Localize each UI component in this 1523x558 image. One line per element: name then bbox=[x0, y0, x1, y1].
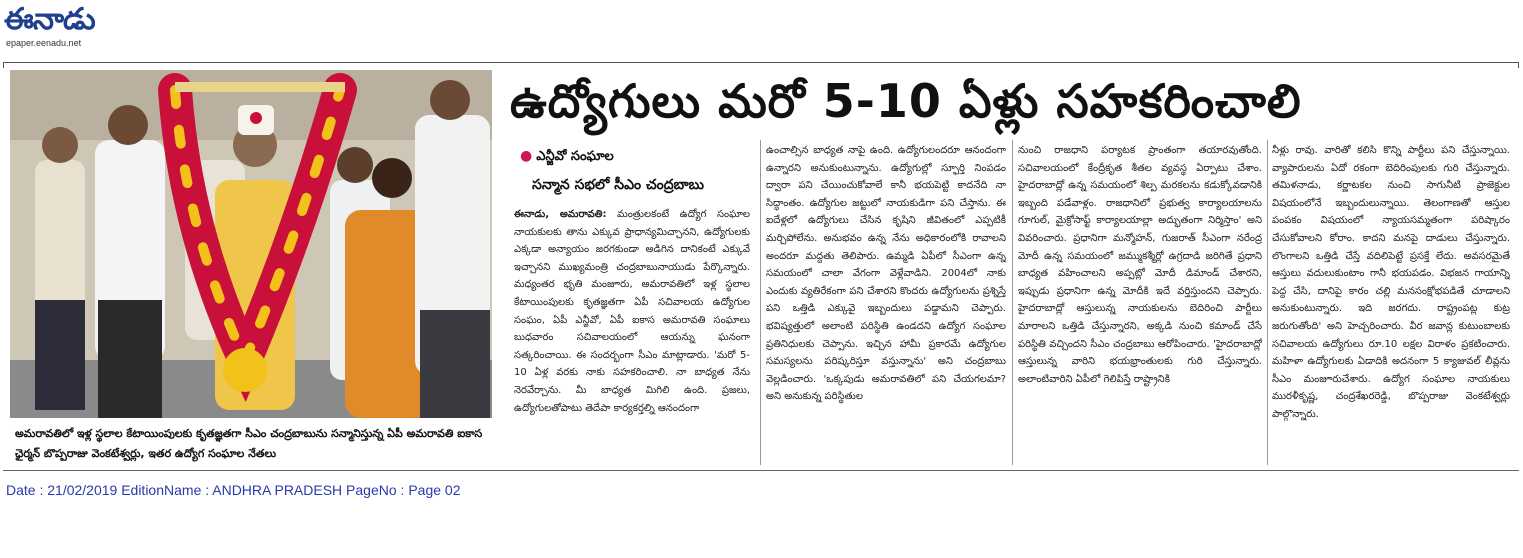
article-photo bbox=[10, 70, 492, 418]
photo-caption: అమరావతిలో ఇళ్ల స్థలాల కేటాయింపులకు కృతజ్ఞతగా సీఎం చంద్రబాబును సన్మానిస్తున్న ఏపీ అమరావతి ఐకాస ఛైర్మన్ బొప్పరాజు వెంకటేశ్వర్లు, ఇతర ఉద్యోగ సంఘాల నేతలు bbox=[15, 427, 483, 460]
article-subheadline: సన్మాన సభలో సీఎం చంద్రబాబు bbox=[532, 177, 704, 193]
edition-footer: Date : 21/02/2019 EditionName : ANDHRA PRADESH PageNo : Page 02 bbox=[6, 482, 461, 498]
article-headline: ఉద్యోగులు మరో 5-10 ఏళ్లు సహకరించాలి bbox=[510, 74, 1302, 128]
eenadu-logo[interactable]: ఈనాడు bbox=[4, 2, 95, 37]
column-2-text: ఉంచాల్సిన బాధ్యత నాపై ఉంది. ఉద్యోగులందరూ ఆనందంగా ఉన్నారని అనుకుంటున్నాను. ఉద్యోగుల్లో స్ఫూర్తి నింపడం ద్వారా పని చేయించుకోవాలే కానీ భయపెట్టి కాదనేది నా సిద్ధాంతం. ఉద్యోగుల జట్టులో నాయకుడిగా పని చేస్తాను. ఈ ఐదేళ్లలో ఉద్యోగులు చేసిన కృషిని జీవితంలో ఎప్పటికీ మర్చిపోలేను. అనుభవం ఉన్న నేను అధికారంలోకి రావాలని అందరూ మద్దతు తెలిపారు. ఉమ్మడి ఏపీలో సీఎంగా ఉన్న సమయంలో చాలా వేగంగా వెళ్లేవాడిని. 2004లో నాకు ఎందుకు వ్యతిరేకంగా పని చేశారని కొందరు ఉద్యోగులను ప్రశ్నిస్తే పని ఒత్తిడి ఎక్కువై ఇబ్బందులు పడ్డామని చెప్పారు. భవిష్యత్తులో అలాంటి పరిస్థితి ఉండదని ఉద్యోగ సంఘాల ప్రతినిధులకు చెప్పాను. ఇచ్చిన హామీ ప్రకారమే ఉద్యోగుల సమస్యలను పరిష్కరిస్తూ వస్తున్నాను' అని చంద్రబాబు వెల్లడించారు. 'ఒక్కపుడు అమరావతిలో పని చేయగలమా? అని అనుకున్న పరిస్థితుల bbox=[766, 145, 1006, 403]
article-column-1 bbox=[514, 206, 750, 466]
footer-rule bbox=[3, 470, 1519, 471]
epaper-site-label: epaper.eenadu.net bbox=[6, 38, 82, 48]
column-1-text: మంత్రులకంటే ఉద్యోగ సంఘాల నాయకులకు తాను ఎక్కువ ప్రాధాన్యమిచ్చానని, ఉద్యోగులకు ఎక్కడా అన్యాయం జరగకుండా అడిగిన దానికంటే ఎక్కువే ఇచ్చానని ముఖ్యమంత్రి చంద్రబాబునాయుడు పేర్కొన్నారు. మధ్యంతర భృతి మంజూరు, అమరావతిలో ఇళ్ల స్థలాల కేటాయింపులకు కృతజ్ఞతగా ఏపీ సచివాలయ ఉద్యోగుల సంఘం, ఏపీ ఎన్జీవో, ఏపీ ఐకాస అమరావతి సంఘాలు బుధవారం సచివాలయంలో ఆయన్ను ఘనంగా సత్కరించాయి. ఈ సందర్భంగా సీఎం మాట్లాడారు. 'మరో 5-10 ఏళ్ల వరకు నాకు సహకరించాలి. నా బాధ్యత నేను నెరవేర్చాను. మీ బాధ్యత మిగిలి ఉంది. ప్రజలు, ఉద్యోగులతోపాటు తెదేపా కార్యకర్తల్ని ఆనందంగా bbox=[514, 209, 750, 414]
article-kicker bbox=[520, 148, 614, 167]
page-frame-top-rule bbox=[3, 62, 1519, 63]
article-dateline: ఈనాడు, అమరావతి: bbox=[514, 209, 607, 220]
column-3-text: నుంచి రాజధాని పర్యాటక ప్రాంతంగా తయారవుతోంది. సచివాలయంలో కేంద్రీకృత శీతల వ్యవస్థ ఏర్పాటు చేశాం. హైదరాబాద్లో ఉన్న సమయంలో శిల్ప మరకలను కడుక్కోవడానికి ఇబ్బంది పడేవాళ్లం. రాజధానిలో ప్రభుత్వ కార్యాలయాలను గూగుల్, మైక్రోసాఫ్ట్ కార్యాలయాల్లా అద్భుతంగా నిర్మిస్తాం' అని వివరించారు. ప్రధానిగా మన్మోహన్, గుజరాత్ సీఎంగా నరేంద్ర మోదీ ఉన్న సమయంలో జమ్ముకశ్మీర్లో ఉగ్రదాడి జరిగితే ప్రధాని బాధ్యత వహించాలని అప్పట్లో మోదీ డిమాండ్ చేశారని, ఇప్పుడు ప్రధానిగా ఉన్న మోదీకి ఇదే వర్తిస్తుందని చెప్పారు. హైదరాబాద్లో ఆస్తులున్న నాయకులను బెదిరించి పార్టీలు మారాలని ఒత్తిడి చేస్తున్నారని, అక్కడి నుంచి కమాండ్ చేసే పరిస్థితి వచ్చిందని సీఎం చంద్రబాబు ఆరోపించారు. 'హైదరాబాద్లో ఆస్తులున్న వారిని భయభ్రాంతులకు గురి చేస్తున్నారు. అలాంటివారిని ఏపీలో గెలిపిస్తే రాష్ట్రానికి bbox=[1018, 145, 1262, 385]
column-4-text: నీళ్లు రావు. వారితో కలిసి కొన్ని పార్టీలు పని చేస్తున్నాయి. వ్యాపారులను ఏదో రకంగా బెదిరింపులకు గురి చేస్తున్నారు. తమిళనాడు, కర్ణాటకల నుంచి సాగునీటి ప్రాజెక్టుల విషయంలోనే ఇబ్బందులున్నాయి. తెలంగాణతో ఆస్తుల పంపకం విషయంలో న్యాయసమ్మతంగా పరిష్కారం చేసుకోవాలని కోరాం. కాదని మనపై దాడులు చేస్తున్నారు. లొంగాలని ఒత్తిడి చేస్తే వదిలిపెట్టే ప్రసక్తే లేదు. అవసరమైతే ఆస్తులు వదులుకుంటాం గానీ భయపడం. విభజన గాయాన్ని పెద్ద చేసి, దానిపై కారం చల్లి మనసంక్షోభపడితే చూడాలని అనుకుంటున్నారు. ఇది జరగదు. రాష్ట్రంపట్ల కుట్ర జరుగుతోంది' అని హెచ్చరించారు. వీర జవాన్ల కుటుంబాలకు సచివాలయ ఉద్యోగులు రూ.10 లక్షల విరాళం ప్రకటించారు. మహిళా ఉద్యోగులకు ఏడాదికి అదనంగా 5 క్యాజువల్ లీవ్లను సీఎం మంజూరుచేశారు. ఉద్యోగ సంఘాల నాయకులు మురళీకృష్ణ, చంద్రశేఖరరెడ్డి, బొప్పరాజు వెంకటేశ్వర్లు పాల్గొన్నారు. bbox=[1272, 145, 1510, 420]
masthead[interactable] bbox=[4, 2, 144, 52]
column-divider-2 bbox=[1012, 140, 1013, 465]
crop-mark-right bbox=[1518, 62, 1519, 68]
column-divider-1 bbox=[760, 140, 761, 465]
bullet-icon: ● bbox=[520, 148, 533, 164]
article-column-4 bbox=[1272, 142, 1510, 467]
kicker-text: ఎన్జీవో సంఘాల bbox=[536, 149, 614, 164]
column-divider-3 bbox=[1267, 140, 1268, 465]
article-column-2 bbox=[766, 142, 1006, 467]
crop-mark-left bbox=[3, 62, 4, 68]
photo-illustration bbox=[10, 70, 492, 418]
article-column-3 bbox=[1018, 142, 1262, 467]
